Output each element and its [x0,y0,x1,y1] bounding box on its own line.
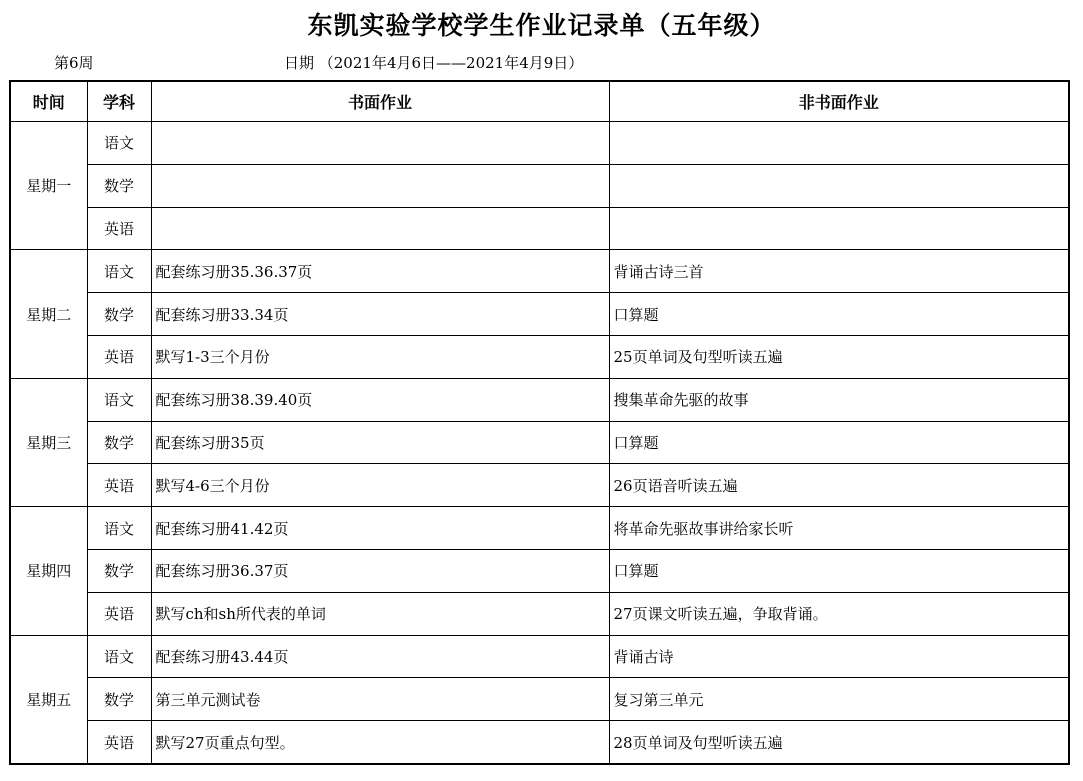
written-homework-cell: 配套练习册38.39.40页 [151,378,609,421]
day-cell: 星期四 [10,507,87,635]
subject-cell: 数学 [87,421,151,464]
table-row [10,421,1069,464]
subject-cell: 英语 [87,592,151,635]
written-homework-cell: 配套练习册43.44页 [151,635,609,678]
header-time: 时间 [10,81,87,122]
subject-cell: 数学 [87,164,151,207]
written-homework-cell: 配套练习册35.36.37页 [151,250,609,293]
written-homework-cell: 默写4-6三个月份 [151,464,609,507]
nonwritten-homework-cell: 复习第三单元 [609,678,1069,721]
table-row [10,635,1069,678]
day-cell: 星期二 [10,250,87,378]
subject-cell: 英语 [87,207,151,250]
written-homework-cell: 配套练习册36.37页 [151,549,609,592]
nonwritten-homework-cell: 背诵古诗 [609,635,1069,678]
table-row [10,592,1069,635]
table-body [10,122,1069,764]
nonwritten-homework-cell [609,164,1069,207]
nonwritten-homework-cell: 27页课文听读五遍，争取背诵。 [609,592,1069,635]
subject-cell: 语文 [87,378,151,421]
subject-cell: 语文 [87,122,151,165]
written-homework-cell: 第三单元测试卷 [151,678,609,721]
subject-cell: 数学 [87,549,151,592]
header-subject: 学科 [87,81,151,122]
nonwritten-homework-cell: 26页语音听读五遍 [609,464,1069,507]
week-label: 第6周 [54,54,94,72]
day-cell: 星期一 [10,122,87,250]
header-nonwritten: 非书面作业 [609,81,1069,122]
table-row [10,122,1069,165]
nonwritten-homework-cell: 搜集革命先驱的故事 [609,378,1069,421]
table-row [10,549,1069,592]
day-cell: 星期五 [10,635,87,764]
written-homework-cell: 配套练习册33.34页 [151,293,609,336]
table-row [10,378,1069,421]
day-cell: 星期三 [10,378,87,506]
table-row [10,721,1069,764]
header-written: 书面作业 [151,81,609,122]
homework-table [9,80,1070,765]
header-row [10,81,1069,122]
nonwritten-homework-cell: 28页单词及句型听读五遍 [609,721,1069,764]
nonwritten-homework-cell: 25页单词及句型听读五遍 [609,335,1069,378]
nonwritten-homework-cell: 口算题 [609,293,1069,336]
subject-cell: 英语 [87,335,151,378]
table-row [10,207,1069,250]
page-title: 东凯实验学校学生作业记录单（五年级） [307,11,776,40]
table-row [10,464,1069,507]
written-homework-cell: 默写1-3三个月份 [151,335,609,378]
nonwritten-homework-cell [609,122,1069,165]
subject-cell: 语文 [87,635,151,678]
subject-cell: 数学 [87,293,151,336]
table-row [10,507,1069,550]
table-row [10,164,1069,207]
written-homework-cell [151,164,609,207]
written-homework-cell: 配套练习册41.42页 [151,507,609,550]
nonwritten-homework-cell [609,207,1069,250]
subject-cell: 英语 [87,721,151,764]
written-homework-cell: 配套练习册35页 [151,421,609,464]
date-range: 日期 （2021年4月6日——2021年4月9日） [284,54,584,72]
subject-cell: 英语 [87,464,151,507]
written-homework-cell: 默写27页重点句型。 [151,721,609,764]
subject-cell: 语文 [87,507,151,550]
nonwritten-homework-cell: 口算题 [609,421,1069,464]
nonwritten-homework-cell: 口算题 [609,549,1069,592]
nonwritten-homework-cell: 将革命先驱故事讲给家长听 [609,507,1069,550]
written-homework-cell [151,207,609,250]
table-row [10,335,1069,378]
subject-cell: 数学 [87,678,151,721]
written-homework-cell: 默写ch和sh所代表的单词 [151,592,609,635]
written-homework-cell [151,122,609,165]
nonwritten-homework-cell: 背诵古诗三首 [609,250,1069,293]
subject-cell: 语文 [87,250,151,293]
table-row [10,250,1069,293]
table-row [10,293,1069,336]
table-row [10,678,1069,721]
